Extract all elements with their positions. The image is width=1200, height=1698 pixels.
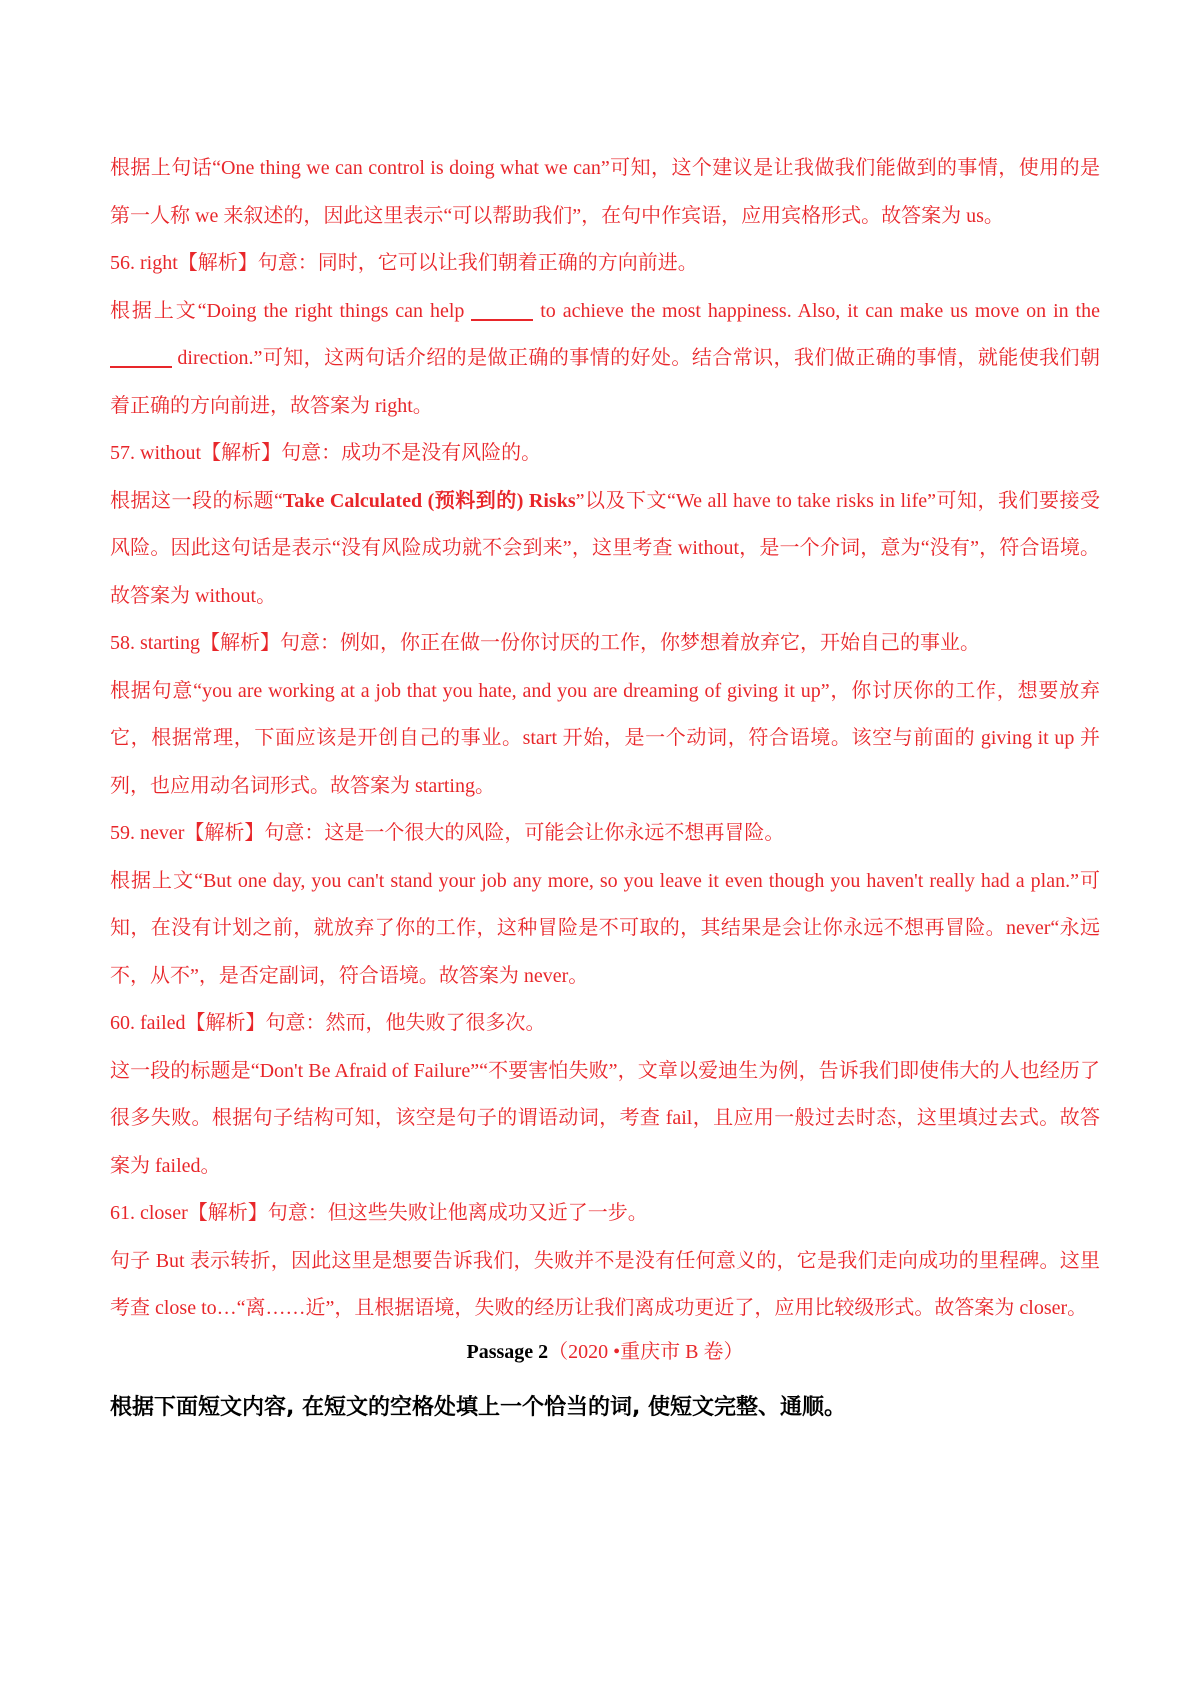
document-content xyxy=(110,145,1100,1425)
q60-heading: 60. failed【解析】句意：然而，他失败了很多次。 xyxy=(110,1012,546,1034)
q61-heading: 61. closer【解析】句意：但这些失败让他离成功又近了一步。 xyxy=(110,1202,648,1224)
q57-text-b: ”以及下文“We all have to take risks in life”可知，我们要接受风险。因此这句话是表示“没有风险成功就不会到来”，这里考查 without，是一个介词，意为“没有”，符合语境。故答案为 without。 xyxy=(110,489,1100,607)
passage-source: （2020 •重庆市 B 卷） xyxy=(548,1340,744,1363)
q56-heading: 56. right【解析】句意：同时，它可以让我们朝着正确的方向前进。 xyxy=(110,252,698,274)
q58-explanation: 根据句意“you are working at a job that you hate, and you are dreaming of giving it up”，你讨厌你的工作，想要放弃它，根据常理，下面应该是开创自己的事业。start 开始，是一个动词，符合语境。该空与前面的 giving it up 并列，也应用动名词形式。故答案为 starting。 xyxy=(110,679,1100,797)
q56-text-a: 根据上文“Doing the right things can help xyxy=(110,299,472,322)
exercise-instruction: 根据下面短文内容, 在短文的空格处填上一个恰当的词, 使短文完整、通顺。 xyxy=(110,1394,847,1420)
passage-title xyxy=(110,1335,1100,1369)
q56-blank-2 xyxy=(110,346,172,368)
q57-title-bold: Take Calculated (预料到的) Risks xyxy=(282,489,576,512)
q56-text-c: direction.”可知，这两句话介绍的是做正确的事情的好处。结合常识，我们做正确的事情，就能使我们朝着正确的方向前进，故答案为 right。 xyxy=(110,347,1100,417)
q57-explanation xyxy=(110,478,1100,621)
q60-explanation: 这一段的标题是“Don't Be Afraid of Failure”“不要害怕失败”，文章以爱迪生为例，告诉我们即使伟大的人也经历了很多失败。根据句子结构可知，该空是句子的谓语动词，考查 fail，且应用一般过去时态，这里填过去式。故答案为 failed。 xyxy=(110,1059,1100,1177)
explanation-intro: 根据上句话“One thing we can control is doing what we can”可知，这个建议是让我做我们能做到的事情，使用的是第一人称 we 来叙述的，因此这里表示“可以帮助我们”，在句中作宾语，应用宾格形式。故答案为 us。 xyxy=(110,157,1100,227)
passage-name: Passage 2 xyxy=(466,1340,549,1363)
q56-explanation xyxy=(110,288,1100,431)
q56-text-b: to achieve the most happiness. Also, it can make us move on in the xyxy=(533,299,1100,322)
q56-blank-1 xyxy=(471,299,533,321)
q57-text-a: 根据这一段的标题“ xyxy=(110,489,283,512)
q59-explanation: 根据上文“But one day, you can't stand your job any more, so you leave it even though you haven't really had a plan.”可知，在没有计划之前，就放弃了你的工作，这种冒险是不可取的，其结果是会让你永远不想再冒险。never“永远不，从不”，是否定副词，符合语境。故答案为 never。 xyxy=(110,869,1100,987)
q61-explanation: 句子 But 表示转折，因此这里是想要告诉我们，失败并不是没有任何意义的，它是我们走向成功的里程碑。这里考查 close to…“离……近”，且根据语境，失败的经历让我们离成功更近了，应用比较级形式。故答案为 closer。 xyxy=(110,1249,1100,1319)
q59-heading: 59. never【解析】句意：这是一个很大的风险，可能会让你永远不想再冒险。 xyxy=(110,822,785,844)
q58-heading: 58. starting【解析】句意：例如，你正在做一份你讨厌的工作，你梦想着放弃它，开始自己的事业。 xyxy=(110,632,980,654)
q57-heading: 57. without【解析】句意：成功不是没有风险的。 xyxy=(110,442,542,464)
